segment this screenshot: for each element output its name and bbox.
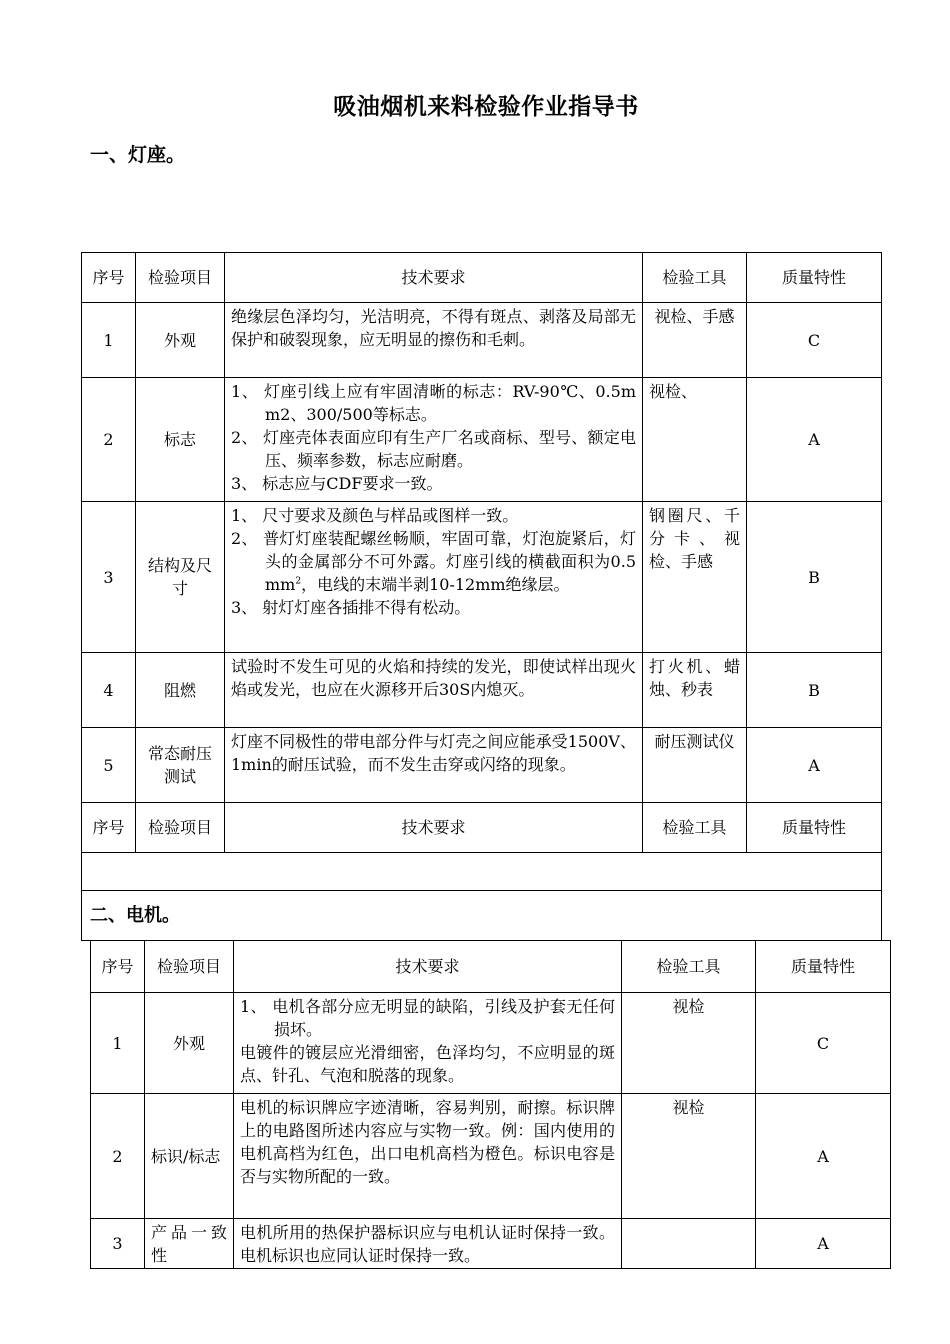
header-req: 技术要求 bbox=[225, 253, 643, 303]
row-tool: 视检 bbox=[622, 993, 756, 1094]
header-no: 序号 bbox=[82, 253, 136, 303]
row-item: 外观 bbox=[136, 303, 225, 378]
row-tool: 打火机、蜡烛、秒表 bbox=[643, 653, 747, 728]
header-qc: 质量特性 bbox=[747, 253, 882, 303]
row-item: 标志 bbox=[136, 378, 225, 502]
row-no: 3 bbox=[91, 1219, 145, 1269]
row-tool: 钢圈尺、千分卡、视检、手感 bbox=[643, 502, 747, 653]
row-tool: 视检、 bbox=[643, 378, 747, 502]
row-requirement: 电机的标识牌应字迹清晰，容易判别，耐擦。标识牌上的电路图所述内容应与实物一致。例：国内使用的电机高档为红色，出口电机高档为橙色。标识电容是否与实物所配的一致。 bbox=[234, 1094, 622, 1219]
header-item: 检验项目 bbox=[136, 253, 225, 303]
row-item: 外观 bbox=[145, 993, 234, 1094]
section-2-heading: 二、电机。 bbox=[82, 891, 882, 941]
table-row bbox=[82, 728, 882, 803]
section-2-heading-row bbox=[82, 891, 882, 941]
row-requirement: 试验时不发生可见的火焰和持续的发光，即使试样出现火焰或发光，也应在火源移开后30S内熄灭。 bbox=[225, 653, 643, 728]
empty-cell bbox=[82, 853, 882, 891]
row-tool bbox=[622, 1219, 756, 1269]
row-quality: A bbox=[747, 728, 882, 803]
row-quality: C bbox=[756, 993, 891, 1094]
table-row bbox=[91, 1094, 891, 1219]
row-no: 3 bbox=[82, 502, 136, 653]
table-row bbox=[82, 502, 882, 653]
header-tool: 检验工具 bbox=[622, 941, 756, 993]
table-header-row bbox=[82, 803, 882, 853]
row-quality: A bbox=[756, 1094, 891, 1219]
row-item: 阻燃 bbox=[136, 653, 225, 728]
row-requirement: 灯座不同极性的带电部分件与灯壳之间应能承受1500V、1min的耐压试验，而不发生击穿或闪络的现象。 bbox=[225, 728, 643, 803]
header-qc: 质量特性 bbox=[756, 941, 891, 993]
row-item: 常态耐压测试 bbox=[136, 728, 225, 803]
requirement-line: 2、 灯座壳体表面应印有生产厂名或商标、型号、额定电压、频率参数，标志应耐磨。 bbox=[231, 428, 636, 470]
row-no: 4 bbox=[82, 653, 136, 728]
row-no: 5 bbox=[82, 728, 136, 803]
requirement-line: 电镀件的镀层应光滑细密，色泽均匀，不应明显的斑点、针孔、气泡和脱落的现象。 bbox=[240, 1043, 615, 1085]
row-quality: A bbox=[756, 1219, 891, 1269]
table-row bbox=[91, 993, 891, 1094]
header-no: 序号 bbox=[91, 941, 145, 993]
requirement-line: 1、 灯座引线上应有牢固清晰的标志：RV-90℃、0.5mm2、300/500等标志。 bbox=[231, 382, 636, 424]
table-row bbox=[82, 378, 882, 502]
requirement-line: 3、 标志应与CDF要求一致。 bbox=[231, 474, 443, 493]
row-tool: 视检、手感 bbox=[643, 303, 747, 378]
row-tool: 耐压测试仪 bbox=[643, 728, 747, 803]
row-quality: A bbox=[747, 378, 882, 502]
header-qc: 质量特性 bbox=[747, 803, 882, 853]
table-row bbox=[82, 303, 882, 378]
motor-table bbox=[90, 940, 891, 1269]
header-no: 序号 bbox=[82, 803, 136, 853]
section-1-heading: 一、灯座。 bbox=[90, 144, 186, 166]
row-requirement bbox=[225, 502, 643, 653]
requirement-text: 2、 普灯灯座装配螺丝畅顺，牢固可靠，灯泡旋紧后，灯头的金属部分不可外露。灯座引线的横截面积为0.5mm bbox=[231, 529, 636, 594]
header-tool: 检验工具 bbox=[643, 803, 747, 853]
requirement-line: 1、 尺寸要求及颜色与样品或图样一致。 bbox=[231, 506, 519, 525]
row-tool: 视检 bbox=[622, 1094, 756, 1219]
table-header-row bbox=[91, 941, 891, 993]
row-quality: B bbox=[747, 653, 882, 728]
header-tool: 检验工具 bbox=[643, 253, 747, 303]
table-header-row bbox=[82, 253, 882, 303]
header-item: 检验项目 bbox=[136, 803, 225, 853]
row-quality: B bbox=[747, 502, 882, 653]
row-no: 1 bbox=[91, 993, 145, 1094]
row-requirement: 绝缘层色泽均匀，光洁明亮，不得有斑点、剥落及局部无保护和破裂现象，应无明显的擦伤和毛刺。 bbox=[225, 303, 643, 378]
header-req: 技术要求 bbox=[225, 803, 643, 853]
empty-row bbox=[82, 853, 882, 891]
requirement-line: 1、 电机各部分应无明显的缺陷，引线及护套无任何损坏。 bbox=[240, 997, 615, 1039]
header-req: 技术要求 bbox=[234, 941, 622, 993]
row-item: 标识/标志 bbox=[145, 1094, 234, 1219]
row-no: 2 bbox=[82, 378, 136, 502]
row-item: 结构及尺寸 bbox=[136, 502, 225, 653]
row-no: 2 bbox=[91, 1094, 145, 1219]
superscript: 2 bbox=[295, 576, 302, 587]
row-quality: C bbox=[747, 303, 882, 378]
lamp-holder-table bbox=[81, 252, 882, 941]
row-item: 产品一致性 bbox=[145, 1219, 234, 1269]
table-row bbox=[91, 1219, 891, 1269]
table-row bbox=[82, 653, 882, 728]
document-title: 吸油烟机来料检验作业指导书 bbox=[333, 93, 639, 120]
requirement-line bbox=[231, 527, 636, 596]
row-no: 1 bbox=[82, 303, 136, 378]
requirement-text: ，电线的末端半剥10-12mm绝缘层。 bbox=[301, 575, 570, 594]
row-requirement bbox=[225, 378, 643, 502]
row-requirement bbox=[234, 993, 622, 1094]
row-requirement: 电机所用的热保护器标识应与电机认证时保持一致。电机标识也应同认证时保持一致。 bbox=[234, 1219, 622, 1269]
requirement-line: 3、 射灯灯座各插排不得有松动。 bbox=[231, 598, 471, 617]
header-item: 检验项目 bbox=[145, 941, 234, 993]
